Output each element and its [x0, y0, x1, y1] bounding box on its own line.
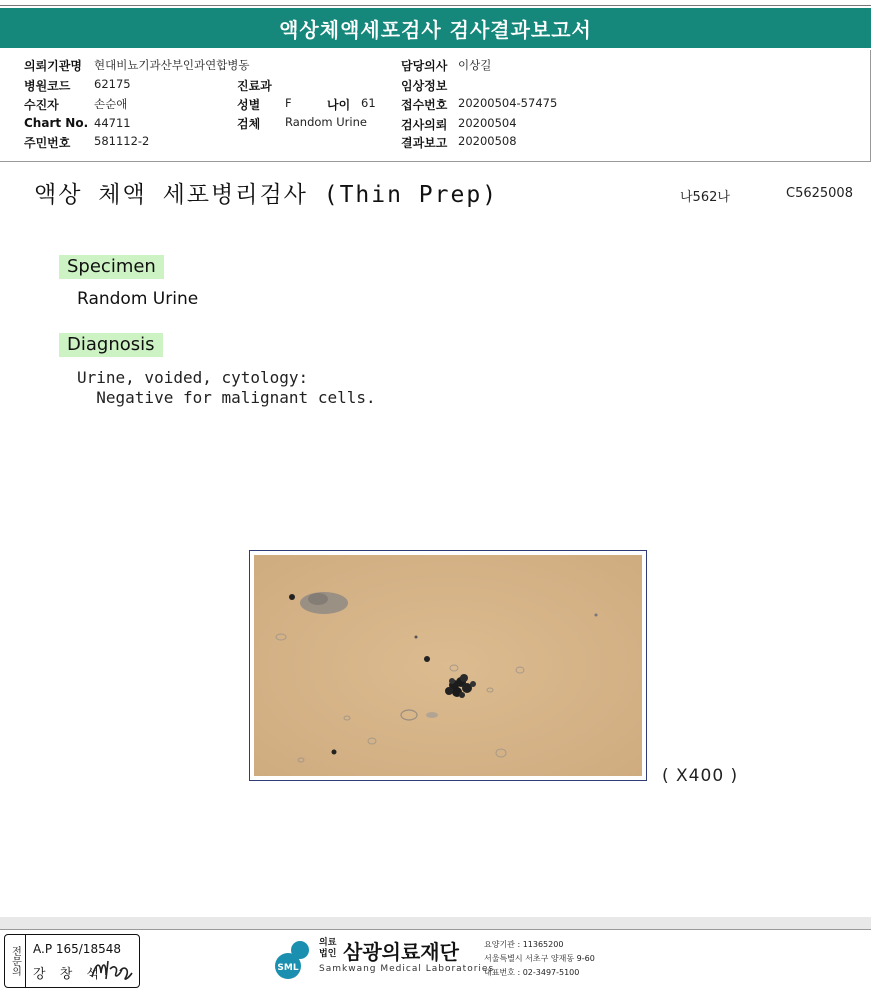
pathologist-name: 강 창 석 [33, 967, 104, 982]
institution-label: 의뢰기관명 [24, 59, 82, 73]
sex-label: 성별 [237, 98, 261, 112]
specialist-label [4, 934, 26, 988]
lab-prefix-line-1: 의료 [319, 938, 337, 948]
lab-english-name: Samkwang Medical Laboratories [319, 964, 495, 974]
diagnosis-line-2: Negative for malignant cells. [77, 388, 376, 407]
footer-band [0, 917, 871, 929]
request-date-value: 20200504 [458, 116, 517, 130]
report-title: 액상 체액 세포병리검사 (Thin Prep) [34, 182, 499, 208]
report-date-value: 20200508 [458, 134, 517, 148]
age-label: 나이 [327, 98, 351, 112]
request-date-label: 검사의뢰 [401, 118, 448, 132]
dept-label: 진료과 [237, 79, 272, 93]
resident-no-value: 581112-2 [94, 134, 150, 148]
patient-value: 손순애 [94, 97, 128, 111]
age-value: 61 [361, 96, 376, 110]
report-header-title: 액상체액세포검사 검사결과보고서 [0, 8, 871, 48]
patient-label: 수진자 [24, 98, 59, 112]
specimen-type-label: 검체 [237, 117, 261, 131]
lab-prefix-line-2: 법인 [319, 949, 337, 959]
magnification-label: ( X400 ) [662, 766, 739, 786]
hospital-code-label: 병원코드 [24, 79, 71, 93]
microscope-image [254, 555, 642, 776]
ap-number: A.P 165/18548 [33, 942, 121, 956]
chart-no-label: Chart No. [24, 116, 89, 130]
hospital-code-value: 62175 [94, 77, 131, 91]
microscope-image-frame [249, 550, 647, 781]
sml-logo-text: SML [277, 963, 299, 973]
specimen-heading: Specimen [59, 255, 164, 279]
lab-info-address: 서울특별시 서초구 양재동 9-60 [484, 954, 595, 963]
sex-value: F [285, 96, 292, 110]
specimen-code: 나562나 [680, 190, 730, 205]
lab-info-phone: 대표번호 : 02-3497-5100 [484, 968, 580, 977]
specialist-label-text: 전문의 [9, 946, 21, 976]
top-rule [0, 5, 871, 6]
lab-info-institution: 요양기관 : 11365200 [484, 940, 564, 949]
signature-image [90, 955, 134, 983]
resident-no-label: 주민번호 [24, 136, 71, 150]
doctor-label: 담당의사 [401, 59, 448, 73]
footer-rule [0, 929, 871, 930]
lab-prefix [319, 938, 336, 960]
sml-logo-icon [270, 936, 318, 984]
diagnosis-line-1: Urine, voided, cytology: [77, 368, 309, 387]
institution-value: 현대비뇨기과산부인과연합병동 [94, 58, 250, 72]
chart-no-value: 44711 [94, 116, 131, 130]
slide-code: C5625008 [786, 186, 853, 201]
cytology-cells-image [254, 555, 642, 776]
doctor-value: 이상길 [458, 58, 492, 72]
lab-name: 삼광의료재단 [343, 940, 459, 964]
clinical-info-label: 임상정보 [401, 79, 448, 93]
receipt-no-value: 20200504-57475 [458, 96, 558, 110]
specimen-text: Random Urine [77, 289, 199, 309]
patient-info-panel [0, 50, 871, 162]
diagnosis-heading: Diagnosis [59, 333, 163, 357]
receipt-no-label: 접수번호 [401, 98, 448, 112]
report-date-label: 결과보고 [401, 136, 448, 150]
specimen-type-value: Random Urine [285, 115, 367, 129]
